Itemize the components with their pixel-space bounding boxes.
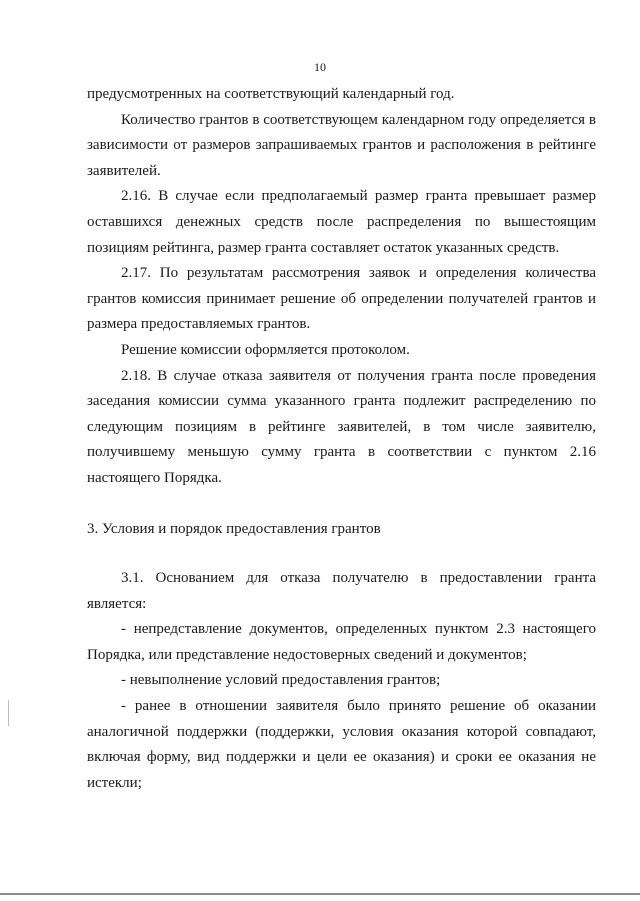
paragraph-grant-count: Количество грантов в соответствующем календарном году определяется в зависимости от размеров запрашиваемых грантов и расположения в рейтинге заявителей. (87, 111, 596, 179)
paragraph-3-1: 3.1. Основанием для отказа получателю в предоставлении гранта является: (87, 570, 596, 612)
section-heading: 3. Условия и порядок предоставления грантов (87, 520, 381, 537)
page-bottom-edge (0, 893, 640, 895)
page-number: 10 (314, 60, 326, 74)
paragraph-2-18: 2.18. В случае отказа заявителя от получения гранта после проведения заседания комиссии сумма указанного гранта подлежит распределению по следующим позициям в рейтинге заявителей, в том числе заявителю, получившему меньшую сумму гранта в соответствии с пунктом 2.16 настоящего Порядка. (87, 367, 596, 486)
scan-artifact (8, 700, 9, 726)
list-item-conditions: - невыполнение условий предоставления грантов; (121, 672, 441, 689)
list-item-documents: - непредставление документов, определенных пунктом 2.3 настоящего Порядка, или представление недостоверных сведений и документов; (87, 621, 596, 663)
paragraph-2-17: 2.17. По результатам рассмотрения заявок и определения количества грантов комиссия принимает решение об определении получателей грантов и размера предоставляемых грантов. (87, 265, 596, 333)
document-body (87, 82, 596, 796)
paragraph-protocol: Решение комиссии оформляется протоколом. (121, 341, 410, 358)
paragraph-2-16: 2.16. В случае если предполагаемый размер гранта превышает размер оставшихся денежных средств после распределения по вышестоящим позициям рейтинга, размер гранта составляет остаток указанных средств. (87, 188, 596, 256)
paragraph-continuation: предусмотренных на соответствующий календарный год. (87, 86, 455, 102)
list-item-prior-support: - ранее в отношении заявителя было принято решение об оказании аналогичной поддержки (поддержки, условия оказания которой совпадают, включая форму, вид поддержки и цели ее оказания) и сроки ее оказания не истекли; (87, 698, 596, 791)
